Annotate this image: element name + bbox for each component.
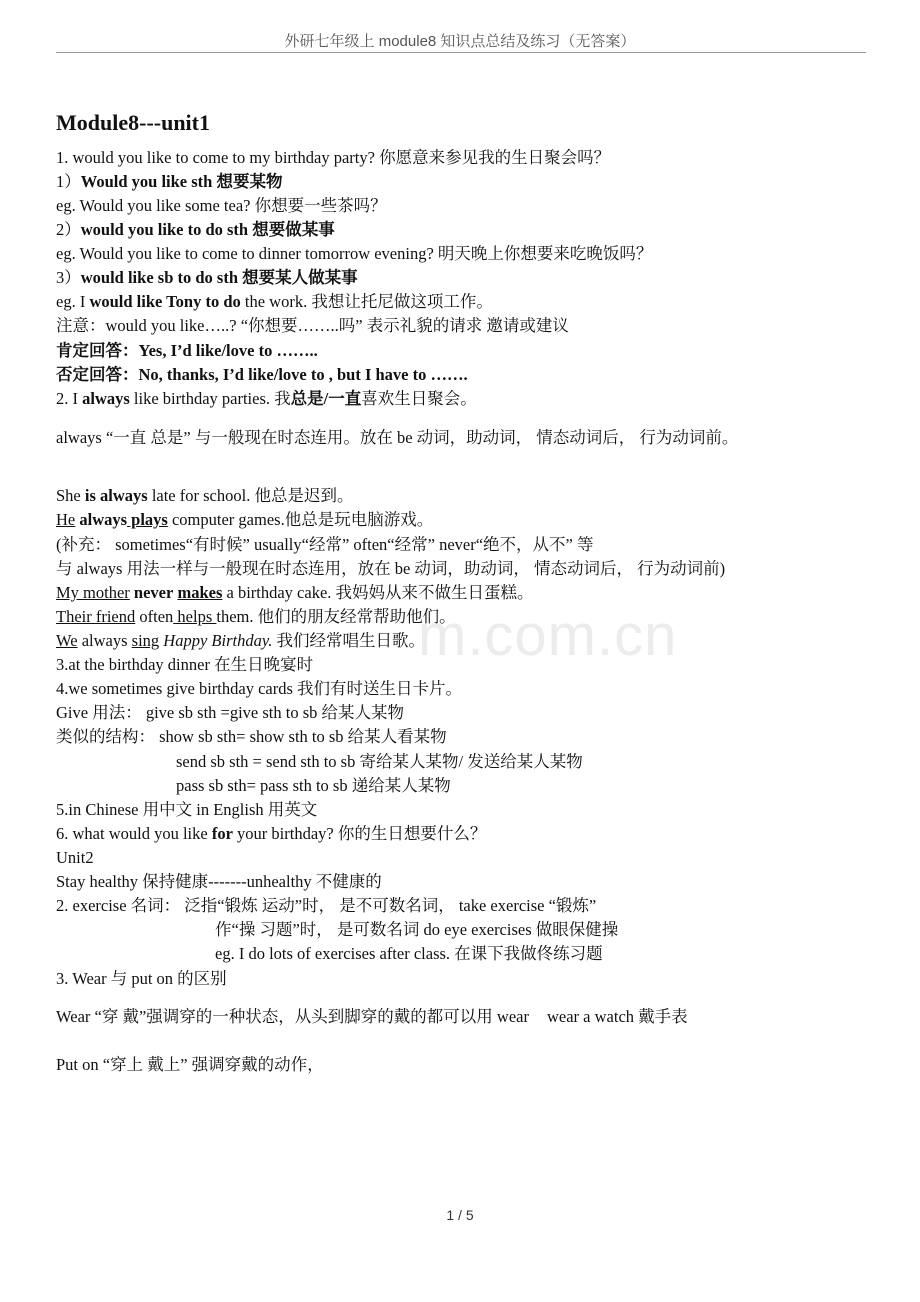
example-line: eg. I do lots of exercises after class. 在课下我做佟练习题: [215, 944, 603, 963]
point-1-item-2: 2）would you like to do sth 想要做某事: [56, 220, 335, 239]
example-line: We always sing Happy Birthday. 我们经常唱生日歌。: [56, 631, 425, 650]
similar-structure: pass sb sth= pass sth to sb 递给某人某物: [176, 776, 451, 795]
exercise-usage: 2. exercise 名词： 泛指“锻炼 运动”时， 是不可数名词， take exercise “锻炼”: [56, 896, 597, 915]
point-4: 4.we sometimes give birthday cards 我们有时送生日卡片。: [56, 679, 463, 698]
example-line: eg. I would like Tony to do the work. 我想让托尼做这项工作。: [56, 292, 493, 311]
example-line: Their friend often helps them. 他们的朋友经常帮助他们。: [56, 607, 456, 626]
supplement-line: (补充： sometimes“有时候” usually“经常” often“经常” never“绝不，从不” 等: [56, 535, 594, 554]
point-3: 3.at the birthday dinner 在生日晚宴时: [56, 655, 314, 674]
point-1: 1. would you like to come to my birthday party? 你愿意来参见我的生日聚会吗？: [56, 148, 611, 167]
point-wear-puton: 3. Wear 与 put on 的区别: [56, 969, 227, 988]
puton-usage: Put on “穿上 戴上” 强调穿戴的动作，: [56, 1055, 324, 1074]
point-2: 2. I always like birthday parties. 我总是/一直喜欢生日聚会。: [56, 389, 477, 408]
vocab-line: Stay healthy 保持健康-------unhealthy 不健康的: [56, 872, 382, 891]
example-line: He always plays computer games.他总是玩电脑游戏。: [56, 510, 434, 529]
supplement-line: 与 always 用法一样与一般现在时态连用，放在 be 动词，助动词， 情态动词后， 行为动词前): [56, 559, 726, 578]
wear-usage: Wear “穿 戴”强调穿的一种状态，从头到脚穿的戴的都可以用 wear wear a watch 戴手表: [56, 1007, 688, 1026]
exercise-usage: 作“操 习题”时， 是可数名词 do eye exercises 做眼保健操: [215, 920, 619, 939]
point-5: 5.in Chinese 用中文 in English 用英文: [56, 800, 318, 819]
header-divider: [56, 52, 866, 53]
page-header: 外研七年级上 module8 知识点总结及练习（无答案）: [284, 33, 636, 50]
note-line: 注意：would you like…..? “你想要……..吗” 表示礼貌的请求 邀请或建议: [56, 316, 569, 335]
always-usage: always “一直 总是” 与一般现在时态连用。放在 be 动词，助动词， 情态动词后， 行为动词前。: [56, 428, 739, 447]
example-line: My mother never makes a birthday cake. 我妈妈从来不做生日蛋糕。: [56, 583, 534, 602]
example-line: She is always late for school. 他总是迟到。: [56, 486, 354, 505]
page-number: 1 / 5: [446, 1207, 474, 1223]
watermark: m.com.cn: [418, 603, 678, 668]
negative-answer: 否定回答：No, thanks, I’d like/love to , but I have to …….: [56, 365, 468, 384]
example-line: eg. Would you like some tea? 你想要一些茶吗？: [56, 196, 387, 215]
point-1-item-3: 3）would like sb to do sth 想要某人做某事: [56, 268, 358, 287]
point-6: 6. what would you like for your birthday? 你的生日想要什么？: [56, 824, 487, 843]
example-line: eg. Would you like to come to dinner tomorrow evening? 明天晚上你想要来吃晚饭吗？: [56, 244, 653, 263]
similar-structure: send sb sth = send sth to sb 寄给某人某物/ 发送给某人某物: [176, 752, 583, 771]
unit-heading: Unit2: [56, 848, 94, 867]
similar-structure: 类似的结构： show sb sth= show sth to sb 给某人看某物: [56, 727, 447, 746]
module-title: Module8---unit1: [56, 110, 210, 135]
give-usage: Give 用法： give sb sth =give sth to sb 给某人某物: [56, 703, 405, 722]
point-1-item-1: 1）Would you like sth 想要某物: [56, 172, 283, 191]
positive-answer: 肯定回答：Yes, I’d like/love to ……..: [56, 341, 318, 360]
